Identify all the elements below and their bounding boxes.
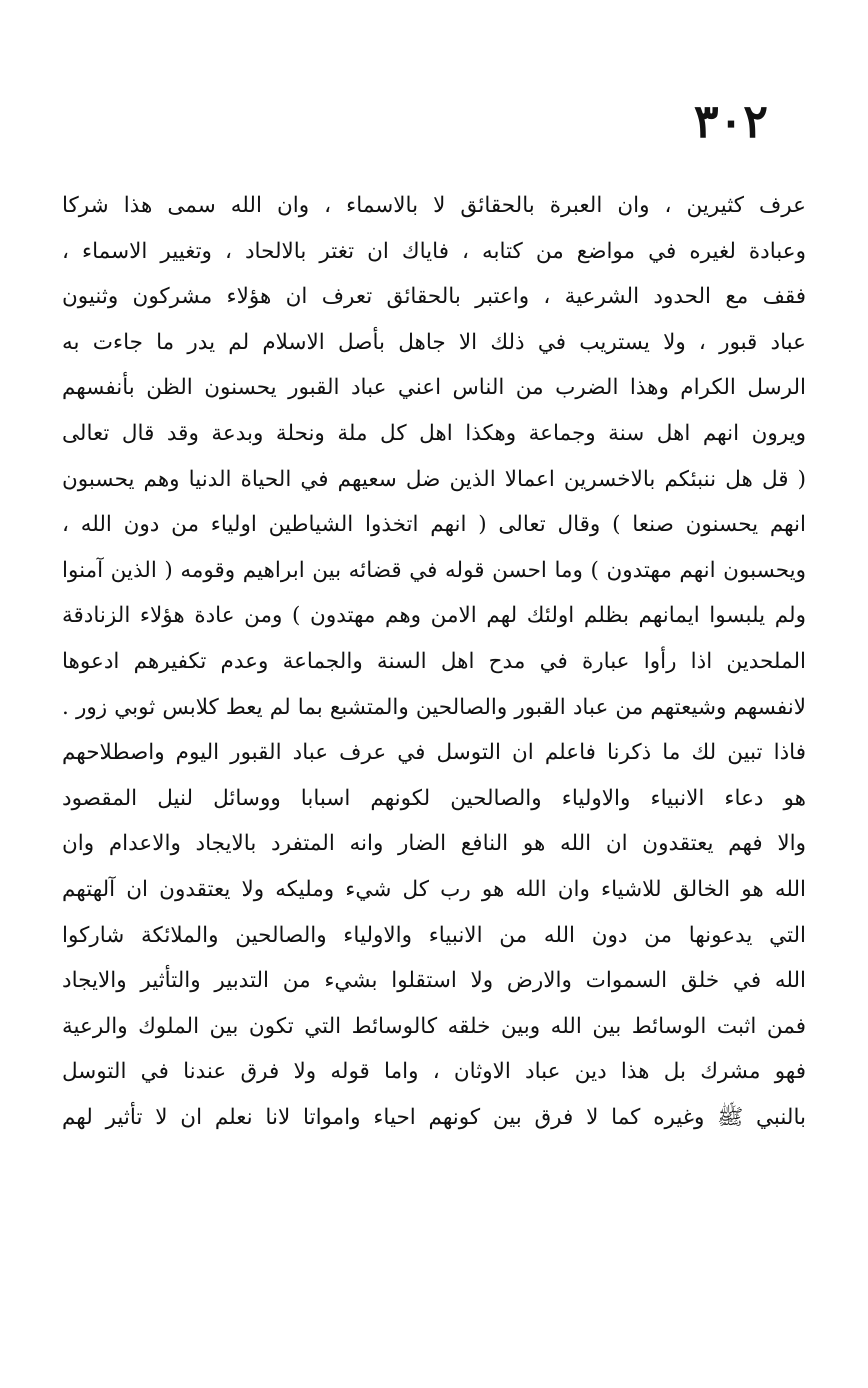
text-line: انهم يحسنون صنعا ) وقال تعالى ( انهم اتخذوا الشياطين اولياء من دون الله ، [62,512,806,538]
text-line: فهو مشرك بل هذا دين عباد الاوثان ، واما قوله ولا فرق عندنا في التوسل [62,1059,806,1085]
text-line: هو دعاء الانبياء والاولياء والصالحين لكونهم اسبابا ووسائل لنيل المقصود [62,785,806,811]
text-line: الملحدين اذا رأوا عبارة في مدح اهل السنة والجماعة وعدم تكفيرهم ادعوها [62,648,806,674]
text-line: الرسل الكرام وهذا الضرب من الناس اعني عباد القبور يحسنون الظن بأنفسهم [62,375,806,401]
text-line: ولم يلبسوا ايمانهم بظلم اولئك لهم الامن وهم مهتدون ) ومن عادة هؤلاء الزنادقة [62,603,806,629]
text-line: لانفسهم وشيعتهم من عباد القبور والصالحين والمتشبع بما لم يعط كلابس ثوبي زور . [62,694,806,720]
text-line: الله هو الخالق للاشياء وان الله هو رب كل شيء ومليكه ولا يعتقدون ان آلهتهم [62,876,806,902]
text-line: عباد قبور ، ولا يستريب في ذلك الا جاهل بأصل الاسلام لم يدر ما جاءت به [62,329,806,355]
text-line: فمن اثبت الوسائط بين الله وبين خلقه كالوسائط التي تكون بين الملوك والرعية [62,1013,806,1039]
text-line: التي يدعونها من دون الله من الانبياء والاولياء والصالحين والملائكة شاركوا [62,922,806,948]
page-number: ٣٠٢ [693,94,768,148]
text-body [62,183,806,1140]
text-line: الله في خلق السموات والارض ولا استقلوا بشيء من التدبير والتأثير والايجاد [62,968,806,994]
text-line: فاذا تبين لك ما ذكرنا فاعلم ان التوسل في عرف عباد القبور اليوم واصطلاحهم [62,740,806,766]
text-line: عرف كثيرين ، وان العبرة بالحقائق لا بالاسماء ، وان الله سمى هذا شركا [62,193,806,218]
text-line: ( قل هل ننبئكم بالاخسرين اعمالا الذين ضل سعيهم في الحياة الدنيا وهم يحسبون [62,466,806,492]
text-line: فقف مع الحدود الشرعية ، واعتبر بالحقائق تعرف ان هؤلاء مشركون وثنيون [62,284,806,310]
text-line: وعبادة لغيره في مواضع من كتابه ، فاياك ان تغتر بالالحاد ، وتغيير الاسماء ، [62,238,806,264]
text-line: ويرون انهم اهل سنة وجماعة وهكذا اهل كل ملة ونحلة وبدعة وقد قال تعالى [62,420,806,446]
text-line: بالنبي ﷺ وغيره كما لا فرق بين كونهم احياء وامواتا لانا نعلم ان لا تأثير لهم [62,1104,806,1130]
text-line: ويحسبون انهم مهتدون ) وما احسن قوله في قضائه بين ابراهيم وقومه ( الذين آمنوا [62,557,806,583]
text-line: والا فهم يعتقدون ان الله هو النافع الضار وانه المتفرد بالايجاد والاعدام وان [62,831,806,857]
